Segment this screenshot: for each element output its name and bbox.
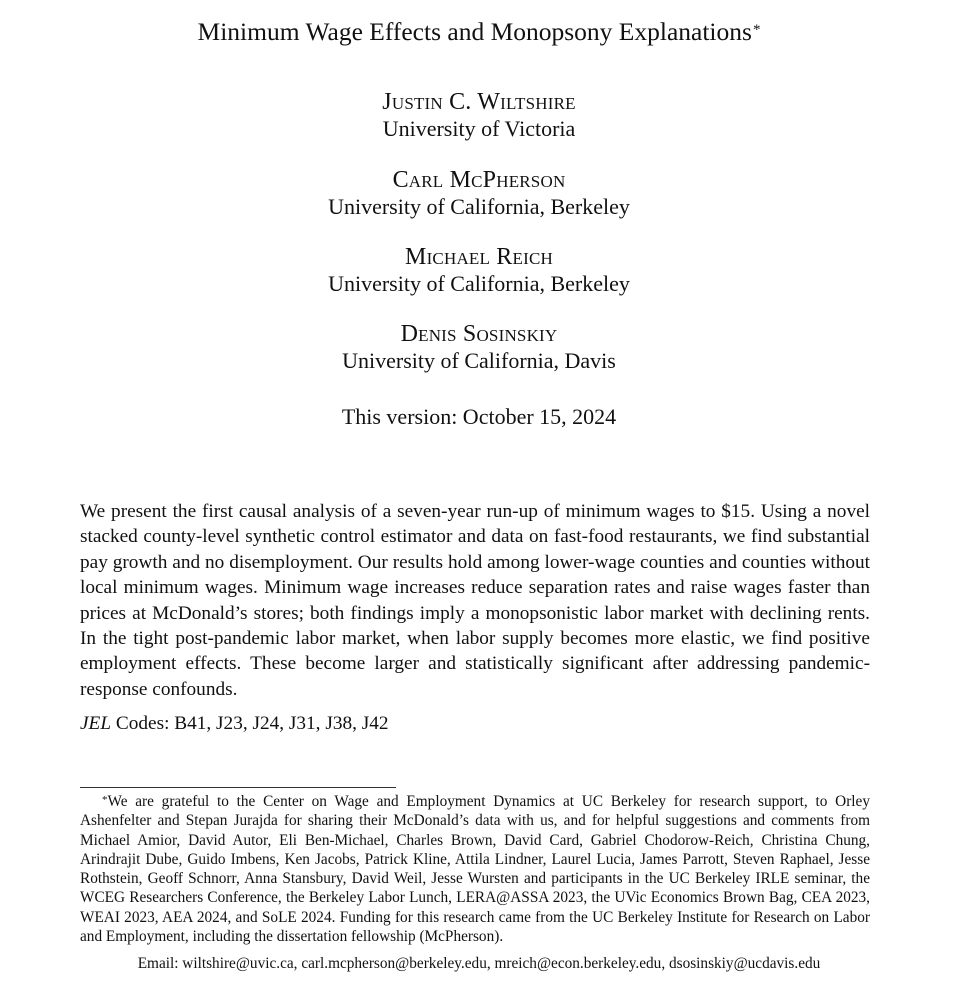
- title-footnote-mark: *: [752, 22, 761, 38]
- author-affiliation: University of Victoria: [382, 116, 576, 141]
- paper-title-text: Minimum Wage Effects and Monopsony Explanations: [197, 17, 752, 46]
- author-name: Denis Sosinskiy: [400, 321, 558, 347]
- author-name: Carl McPherson: [392, 167, 566, 193]
- author-affiliation: University of California, Berkeley: [328, 271, 630, 296]
- author-affiliation: University of California, Davis: [342, 348, 616, 373]
- author-affiliation: University of California, Berkeley: [328, 194, 630, 219]
- paper-title: [0, 16, 958, 48]
- footnote-divider: [80, 787, 396, 788]
- jel-codes: [80, 711, 389, 736]
- jel-label: JEL: [80, 713, 112, 734]
- abstract: We present the first causal analysis of a seven-year run-up of minimum wages to $15. Using a novel stacked county-level synthetic control estimator and data on fast-food restaurants, we find substantial pay growth and no disemployment. Our results hold among lower-wage counties and counties without local minimum wages. Minimum wage increases reduce separation rates and raise wages faster than prices at McDonald’s stores; both findings imply a monopsonistic labor market with declining rents. In the tight post-pandemic labor market, when labor supply becomes more elastic, we find positive employment effects. These become larger and statistically significant after addressing pandemic-response confounds.: [80, 501, 870, 700]
- author-block-4: [0, 320, 958, 374]
- author-name: Michael Reich: [405, 244, 553, 270]
- footnote-text: We are grateful to the Center on Wage and Employment Dynamics at UC Berkeley for research support, to Orley Ashenfelter and Stepan Jurajda for sharing their McDonald’s data with us, and for helpful suggestions and comments from Michael Amior, David Autor, Eli Ben-Michael, Charles Brown, David Card, Gabriel Chodorow-Reich, Christina Chung, Arindrajit Dube, Guido Imbens, Ken Jacobs, Patrick Kline, Attila Lindner, Laurel Lucia, James Parrott, Steven Raphael, Jesse Rothstein, Geoff Schnorr, Anna Stansbury, David Weil, Jesse Wursten and participants in the UC Berkeley IRLE seminar, the WCEG Researchers Conference, the Berkeley Labor Lunch, LERA@ASSA 2023, the UVic Economics Brown Bag, CEA 2023, WEAI 2023, AEA 2024, and SoLE 2024. Funding for this research came from the UC Berkeley Institute for Research on Labor and Employment, including the dissertation fellowship (McPherson).: [80, 793, 870, 946]
- author-block-3: [0, 243, 958, 297]
- author-name: Justin C. Wiltshire: [382, 89, 576, 115]
- jel-code-list: Codes: B41, J23, J24, J31, J38, J42: [111, 713, 389, 734]
- version-date: This version: October 15, 2024: [341, 404, 617, 429]
- acknowledgements-footnote: [80, 792, 870, 946]
- author-block-1: [0, 88, 958, 142]
- footnote-mark: *: [102, 794, 108, 806]
- author-emails: Email: wiltshire@uvic.ca, carl.mcpherson@berkeley.edu, mreich@econ.berkeley.edu, dsosinskiy@ucdavis.edu: [137, 955, 821, 972]
- author-block-2: [0, 166, 958, 220]
